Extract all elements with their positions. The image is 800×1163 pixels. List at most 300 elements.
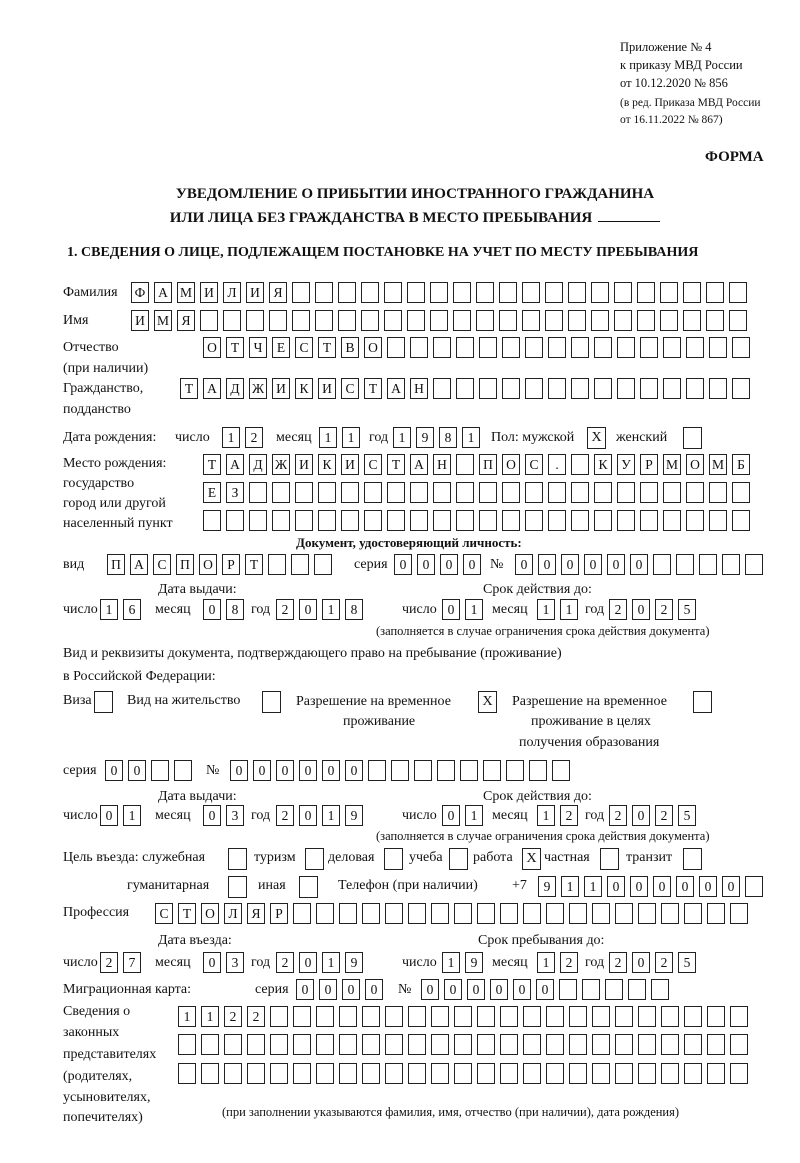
char-cell[interactable]: Т bbox=[203, 454, 221, 475]
char-cell[interactable] bbox=[339, 1063, 357, 1084]
char-cell[interactable] bbox=[431, 1034, 449, 1055]
char-cell[interactable] bbox=[522, 282, 540, 303]
phone-cells[interactable] bbox=[538, 876, 763, 898]
char-cell[interactable]: 0 bbox=[417, 554, 435, 575]
char-cell[interactable] bbox=[454, 903, 472, 924]
char-cell[interactable]: 0 bbox=[607, 876, 625, 897]
char-cell[interactable] bbox=[571, 482, 589, 503]
char-cell[interactable] bbox=[362, 1063, 380, 1084]
char-cell[interactable]: 1 bbox=[123, 805, 141, 826]
char-cell[interactable]: К bbox=[295, 378, 313, 399]
char-cell[interactable] bbox=[592, 1063, 610, 1084]
char-cell[interactable] bbox=[272, 482, 290, 503]
char-cell[interactable]: О bbox=[199, 554, 217, 575]
char-cell[interactable] bbox=[174, 760, 192, 781]
char-cell[interactable] bbox=[268, 554, 286, 575]
char-cell[interactable]: С bbox=[341, 378, 359, 399]
char-cell[interactable]: 6 bbox=[123, 599, 141, 620]
char-cell[interactable] bbox=[201, 1034, 219, 1055]
char-cell[interactable] bbox=[707, 1063, 725, 1084]
char-cell[interactable] bbox=[640, 337, 658, 358]
char-cell[interactable] bbox=[249, 482, 267, 503]
sex-female-checkbox[interactable] bbox=[683, 427, 702, 449]
char-cell[interactable] bbox=[522, 310, 540, 331]
char-cell[interactable] bbox=[477, 1006, 495, 1027]
char-cell[interactable] bbox=[661, 903, 679, 924]
char-cell[interactable] bbox=[456, 510, 474, 531]
char-cell[interactable] bbox=[653, 554, 671, 575]
char-cell[interactable] bbox=[569, 1034, 587, 1055]
until-day[interactable] bbox=[442, 952, 483, 974]
char-cell[interactable]: Т bbox=[178, 903, 196, 924]
char-cell[interactable] bbox=[364, 510, 382, 531]
char-cell[interactable]: 8 bbox=[226, 599, 244, 620]
char-cell[interactable] bbox=[684, 903, 702, 924]
char-cell[interactable] bbox=[431, 1063, 449, 1084]
char-cell[interactable] bbox=[479, 482, 497, 503]
char-cell[interactable] bbox=[709, 510, 727, 531]
char-cell[interactable]: О bbox=[686, 454, 704, 475]
char-cell[interactable] bbox=[525, 378, 543, 399]
char-cell[interactable]: 1 bbox=[465, 599, 483, 620]
char-cell[interactable] bbox=[546, 1063, 564, 1084]
char-cell[interactable] bbox=[151, 760, 169, 781]
char-cell[interactable] bbox=[546, 903, 564, 924]
char-cell[interactable] bbox=[525, 482, 543, 503]
char-cell[interactable] bbox=[430, 310, 448, 331]
char-cell[interactable] bbox=[707, 1006, 725, 1027]
char-cell[interactable]: 2 bbox=[276, 599, 294, 620]
char-cell[interactable] bbox=[545, 282, 563, 303]
char-cell[interactable] bbox=[433, 510, 451, 531]
char-cell[interactable] bbox=[706, 310, 724, 331]
char-cell[interactable] bbox=[339, 1034, 357, 1055]
char-cell[interactable] bbox=[341, 482, 359, 503]
char-cell[interactable]: Д bbox=[226, 378, 244, 399]
char-cell[interactable]: 8 bbox=[439, 427, 457, 448]
char-cell[interactable]: 1 bbox=[537, 805, 555, 826]
char-cell[interactable]: 1 bbox=[537, 952, 555, 973]
char-cell[interactable]: 0 bbox=[230, 760, 248, 781]
profession-cells[interactable] bbox=[155, 903, 748, 925]
char-cell[interactable]: 1 bbox=[222, 427, 240, 448]
char-cell[interactable] bbox=[571, 454, 589, 475]
char-cell[interactable] bbox=[364, 482, 382, 503]
char-cell[interactable] bbox=[571, 378, 589, 399]
char-cell[interactable] bbox=[663, 482, 681, 503]
char-cell[interactable]: 0 bbox=[607, 554, 625, 575]
char-cell[interactable] bbox=[453, 310, 471, 331]
char-cell[interactable] bbox=[638, 1063, 656, 1084]
char-cell[interactable]: Я bbox=[177, 310, 195, 331]
char-cell[interactable] bbox=[592, 1006, 610, 1027]
char-cell[interactable]: 3 bbox=[226, 805, 244, 826]
char-cell[interactable] bbox=[315, 310, 333, 331]
purpose-study-checkbox[interactable] bbox=[449, 848, 468, 870]
stay-issue-month[interactable] bbox=[203, 805, 244, 827]
char-cell[interactable] bbox=[361, 282, 379, 303]
char-cell[interactable] bbox=[387, 482, 405, 503]
char-cell[interactable] bbox=[663, 337, 681, 358]
stay-issue-year[interactable] bbox=[276, 805, 363, 827]
char-cell[interactable]: 0 bbox=[203, 805, 221, 826]
char-cell[interactable] bbox=[663, 378, 681, 399]
char-cell[interactable]: С bbox=[364, 454, 382, 475]
char-cell[interactable]: М bbox=[663, 454, 681, 475]
stay-issue-day[interactable] bbox=[100, 805, 141, 827]
patronymic-cells[interactable] bbox=[203, 337, 750, 359]
char-cell[interactable] bbox=[594, 482, 612, 503]
char-cell[interactable] bbox=[408, 1006, 426, 1027]
char-cell[interactable] bbox=[660, 282, 678, 303]
char-cell[interactable] bbox=[454, 1063, 472, 1084]
char-cell[interactable] bbox=[479, 378, 497, 399]
char-cell[interactable] bbox=[502, 510, 520, 531]
char-cell[interactable] bbox=[500, 1063, 518, 1084]
char-cell[interactable] bbox=[591, 310, 609, 331]
char-cell[interactable] bbox=[339, 1006, 357, 1027]
stay-valid-month[interactable] bbox=[537, 805, 578, 827]
char-cell[interactable] bbox=[479, 337, 497, 358]
stay-valid-day[interactable] bbox=[442, 805, 483, 827]
purpose-humanitarian-checkbox[interactable] bbox=[228, 876, 247, 898]
char-cell[interactable]: 1 bbox=[561, 876, 579, 897]
char-cell[interactable]: И bbox=[246, 282, 264, 303]
char-cell[interactable] bbox=[615, 903, 633, 924]
char-cell[interactable]: Ж bbox=[249, 378, 267, 399]
char-cell[interactable]: З bbox=[226, 482, 244, 503]
char-cell[interactable] bbox=[414, 760, 432, 781]
char-cell[interactable] bbox=[203, 510, 221, 531]
doc-issue-day[interactable] bbox=[100, 599, 141, 621]
char-cell[interactable]: 2 bbox=[224, 1006, 242, 1027]
char-cell[interactable] bbox=[431, 903, 449, 924]
char-cell[interactable]: 1 bbox=[537, 599, 555, 620]
char-cell[interactable] bbox=[684, 1034, 702, 1055]
doc-type-cells[interactable] bbox=[107, 554, 332, 576]
char-cell[interactable] bbox=[592, 1034, 610, 1055]
char-cell[interactable]: П bbox=[479, 454, 497, 475]
char-cell[interactable] bbox=[637, 282, 655, 303]
char-cell[interactable]: 0 bbox=[442, 805, 460, 826]
char-cell[interactable] bbox=[410, 482, 428, 503]
char-cell[interactable] bbox=[368, 760, 386, 781]
char-cell[interactable] bbox=[617, 337, 635, 358]
char-cell[interactable]: 0 bbox=[203, 952, 221, 973]
char-cell[interactable] bbox=[709, 378, 727, 399]
char-cell[interactable] bbox=[341, 510, 359, 531]
char-cell[interactable] bbox=[502, 482, 520, 503]
char-cell[interactable]: 2 bbox=[655, 805, 673, 826]
char-cell[interactable]: 2 bbox=[560, 952, 578, 973]
char-cell[interactable]: 5 bbox=[678, 599, 696, 620]
char-cell[interactable]: 1 bbox=[322, 805, 340, 826]
char-cell[interactable] bbox=[479, 510, 497, 531]
char-cell[interactable]: Р bbox=[222, 554, 240, 575]
char-cell[interactable] bbox=[499, 310, 517, 331]
birthplace-row-2[interactable] bbox=[203, 482, 750, 504]
char-cell[interactable]: 0 bbox=[105, 760, 123, 781]
char-cell[interactable]: 1 bbox=[584, 876, 602, 897]
char-cell[interactable] bbox=[178, 1063, 196, 1084]
char-cell[interactable] bbox=[316, 903, 334, 924]
char-cell[interactable]: 1 bbox=[442, 952, 460, 973]
char-cell[interactable] bbox=[745, 554, 763, 575]
char-cell[interactable] bbox=[628, 979, 646, 1000]
char-cell[interactable] bbox=[385, 903, 403, 924]
representatives-row-1[interactable] bbox=[178, 1006, 748, 1028]
char-cell[interactable] bbox=[729, 310, 747, 331]
char-cell[interactable] bbox=[615, 1063, 633, 1084]
char-cell[interactable]: Н bbox=[433, 454, 451, 475]
char-cell[interactable] bbox=[502, 337, 520, 358]
char-cell[interactable]: Т bbox=[318, 337, 336, 358]
char-cell[interactable]: 0 bbox=[632, 599, 650, 620]
char-cell[interactable]: 0 bbox=[632, 952, 650, 973]
char-cell[interactable] bbox=[523, 1006, 541, 1027]
char-cell[interactable]: 9 bbox=[345, 952, 363, 973]
char-cell[interactable] bbox=[272, 510, 290, 531]
char-cell[interactable] bbox=[433, 482, 451, 503]
char-cell[interactable] bbox=[637, 310, 655, 331]
char-cell[interactable]: В bbox=[341, 337, 359, 358]
char-cell[interactable]: 0 bbox=[538, 554, 556, 575]
birth-month-cells[interactable] bbox=[319, 427, 360, 449]
char-cell[interactable] bbox=[476, 282, 494, 303]
char-cell[interactable]: Т bbox=[245, 554, 263, 575]
char-cell[interactable]: 0 bbox=[513, 979, 531, 1000]
char-cell[interactable] bbox=[699, 554, 717, 575]
stay-number-cells[interactable] bbox=[230, 760, 570, 782]
char-cell[interactable]: 0 bbox=[515, 554, 533, 575]
char-cell[interactable] bbox=[408, 1034, 426, 1055]
char-cell[interactable] bbox=[408, 1063, 426, 1084]
name-cells[interactable] bbox=[131, 310, 747, 332]
char-cell[interactable]: 0 bbox=[442, 599, 460, 620]
char-cell[interactable]: 0 bbox=[253, 760, 271, 781]
char-cell[interactable] bbox=[651, 979, 669, 1000]
char-cell[interactable] bbox=[684, 1006, 702, 1027]
char-cell[interactable] bbox=[226, 510, 244, 531]
char-cell[interactable] bbox=[523, 903, 541, 924]
char-cell[interactable] bbox=[730, 1034, 748, 1055]
char-cell[interactable] bbox=[270, 1063, 288, 1084]
char-cell[interactable] bbox=[384, 282, 402, 303]
char-cell[interactable] bbox=[686, 510, 704, 531]
char-cell[interactable]: 0 bbox=[584, 554, 602, 575]
doc-valid-day[interactable] bbox=[442, 599, 483, 621]
char-cell[interactable] bbox=[270, 1034, 288, 1055]
doc-valid-year[interactable] bbox=[609, 599, 696, 621]
char-cell[interactable] bbox=[500, 1006, 518, 1027]
char-cell[interactable] bbox=[315, 282, 333, 303]
char-cell[interactable]: 8 bbox=[345, 599, 363, 620]
char-cell[interactable] bbox=[546, 1034, 564, 1055]
char-cell[interactable]: 1 bbox=[322, 952, 340, 973]
char-cell[interactable] bbox=[295, 510, 313, 531]
char-cell[interactable]: И bbox=[341, 454, 359, 475]
char-cell[interactable] bbox=[456, 378, 474, 399]
doc-series-cells[interactable] bbox=[394, 554, 481, 576]
char-cell[interactable] bbox=[391, 760, 409, 781]
char-cell[interactable] bbox=[732, 510, 750, 531]
char-cell[interactable] bbox=[707, 903, 725, 924]
representatives-row-2[interactable] bbox=[178, 1034, 748, 1056]
char-cell[interactable] bbox=[568, 310, 586, 331]
char-cell[interactable] bbox=[408, 903, 426, 924]
char-cell[interactable] bbox=[732, 378, 750, 399]
char-cell[interactable]: Л bbox=[223, 282, 241, 303]
temp-permit-checkbox[interactable]: X bbox=[478, 691, 497, 713]
char-cell[interactable] bbox=[483, 760, 501, 781]
char-cell[interactable]: 0 bbox=[299, 599, 317, 620]
char-cell[interactable]: 0 bbox=[421, 979, 439, 1000]
stay-valid-year[interactable] bbox=[609, 805, 696, 827]
char-cell[interactable] bbox=[686, 337, 704, 358]
entry-day[interactable] bbox=[100, 952, 141, 974]
char-cell[interactable]: 0 bbox=[444, 979, 462, 1000]
char-cell[interactable] bbox=[661, 1063, 679, 1084]
char-cell[interactable] bbox=[247, 1063, 265, 1084]
char-cell[interactable] bbox=[525, 337, 543, 358]
char-cell[interactable] bbox=[506, 760, 524, 781]
char-cell[interactable]: Н bbox=[410, 378, 428, 399]
char-cell[interactable] bbox=[293, 1034, 311, 1055]
char-cell[interactable] bbox=[523, 1063, 541, 1084]
char-cell[interactable] bbox=[387, 510, 405, 531]
char-cell[interactable] bbox=[338, 282, 356, 303]
char-cell[interactable] bbox=[676, 554, 694, 575]
char-cell[interactable]: О bbox=[201, 903, 219, 924]
char-cell[interactable]: П bbox=[176, 554, 194, 575]
birth-day-cells[interactable] bbox=[222, 427, 263, 449]
char-cell[interactable]: 0 bbox=[490, 979, 508, 1000]
char-cell[interactable] bbox=[316, 1034, 334, 1055]
char-cell[interactable]: 0 bbox=[299, 760, 317, 781]
char-cell[interactable] bbox=[477, 1034, 495, 1055]
char-cell[interactable]: А bbox=[130, 554, 148, 575]
char-cell[interactable] bbox=[594, 378, 612, 399]
char-cell[interactable] bbox=[732, 337, 750, 358]
char-cell[interactable] bbox=[663, 510, 681, 531]
char-cell[interactable] bbox=[314, 554, 332, 575]
entry-year[interactable] bbox=[276, 952, 363, 974]
char-cell[interactable]: 2 bbox=[276, 952, 294, 973]
char-cell[interactable]: К bbox=[318, 454, 336, 475]
char-cell[interactable] bbox=[293, 903, 311, 924]
char-cell[interactable] bbox=[453, 282, 471, 303]
char-cell[interactable] bbox=[477, 903, 495, 924]
char-cell[interactable] bbox=[385, 1063, 403, 1084]
char-cell[interactable]: О bbox=[203, 337, 221, 358]
surname-cells[interactable] bbox=[131, 282, 747, 304]
char-cell[interactable] bbox=[525, 510, 543, 531]
char-cell[interactable] bbox=[224, 1034, 242, 1055]
char-cell[interactable]: Ф bbox=[131, 282, 149, 303]
char-cell[interactable]: 2 bbox=[609, 599, 627, 620]
char-cell[interactable] bbox=[548, 337, 566, 358]
char-cell[interactable] bbox=[316, 1006, 334, 1027]
char-cell[interactable] bbox=[709, 482, 727, 503]
char-cell[interactable]: 5 bbox=[678, 805, 696, 826]
char-cell[interactable] bbox=[407, 310, 425, 331]
char-cell[interactable]: 0 bbox=[322, 760, 340, 781]
char-cell[interactable] bbox=[732, 482, 750, 503]
char-cell[interactable] bbox=[362, 1034, 380, 1055]
char-cell[interactable] bbox=[456, 337, 474, 358]
until-year[interactable] bbox=[609, 952, 696, 974]
char-cell[interactable]: 3 bbox=[226, 952, 244, 973]
char-cell[interactable]: 2 bbox=[100, 952, 118, 973]
char-cell[interactable] bbox=[316, 1063, 334, 1084]
doc-valid-month[interactable] bbox=[537, 599, 578, 621]
doc-issue-year[interactable] bbox=[276, 599, 363, 621]
char-cell[interactable]: А bbox=[387, 378, 405, 399]
char-cell[interactable] bbox=[523, 1034, 541, 1055]
char-cell[interactable]: 0 bbox=[394, 554, 412, 575]
char-cell[interactable]: И bbox=[200, 282, 218, 303]
char-cell[interactable]: 1 bbox=[322, 599, 340, 620]
char-cell[interactable] bbox=[617, 482, 635, 503]
char-cell[interactable] bbox=[291, 554, 309, 575]
char-cell[interactable]: Л bbox=[224, 903, 242, 924]
migration-series-cells[interactable] bbox=[296, 979, 383, 1001]
char-cell[interactable]: С bbox=[525, 454, 543, 475]
char-cell[interactable]: И bbox=[272, 378, 290, 399]
char-cell[interactable] bbox=[638, 903, 656, 924]
char-cell[interactable] bbox=[548, 510, 566, 531]
char-cell[interactable] bbox=[568, 282, 586, 303]
char-cell[interactable] bbox=[614, 282, 632, 303]
char-cell[interactable]: 7 bbox=[123, 952, 141, 973]
char-cell[interactable] bbox=[433, 337, 451, 358]
char-cell[interactable]: Ж bbox=[272, 454, 290, 475]
char-cell[interactable]: 0 bbox=[630, 876, 648, 897]
char-cell[interactable]: 2 bbox=[247, 1006, 265, 1027]
char-cell[interactable] bbox=[729, 282, 747, 303]
char-cell[interactable] bbox=[454, 1006, 472, 1027]
char-cell[interactable] bbox=[293, 1006, 311, 1027]
char-cell[interactable]: Я bbox=[247, 903, 265, 924]
char-cell[interactable]: 0 bbox=[676, 876, 694, 897]
birth-year-cells[interactable] bbox=[393, 427, 480, 449]
purpose-tourism-checkbox[interactable] bbox=[305, 848, 324, 870]
char-cell[interactable]: Б bbox=[732, 454, 750, 475]
char-cell[interactable] bbox=[318, 510, 336, 531]
doc-number-cells[interactable] bbox=[515, 554, 763, 576]
char-cell[interactable] bbox=[559, 979, 577, 1000]
char-cell[interactable] bbox=[339, 903, 357, 924]
char-cell[interactable] bbox=[640, 482, 658, 503]
char-cell[interactable] bbox=[410, 337, 428, 358]
char-cell[interactable] bbox=[178, 1034, 196, 1055]
char-cell[interactable]: Т bbox=[364, 378, 382, 399]
char-cell[interactable] bbox=[529, 760, 547, 781]
char-cell[interactable] bbox=[223, 310, 241, 331]
purpose-official-checkbox[interactable] bbox=[228, 848, 247, 870]
entry-month[interactable] bbox=[203, 952, 244, 974]
char-cell[interactable] bbox=[640, 510, 658, 531]
char-cell[interactable]: 1 bbox=[560, 599, 578, 620]
char-cell[interactable]: И bbox=[295, 454, 313, 475]
char-cell[interactable] bbox=[437, 760, 455, 781]
char-cell[interactable] bbox=[569, 1063, 587, 1084]
char-cell[interactable]: 0 bbox=[463, 554, 481, 575]
purpose-other-checkbox[interactable] bbox=[299, 876, 318, 898]
char-cell[interactable] bbox=[362, 1006, 380, 1027]
char-cell[interactable] bbox=[410, 510, 428, 531]
char-cell[interactable]: . bbox=[548, 454, 566, 475]
